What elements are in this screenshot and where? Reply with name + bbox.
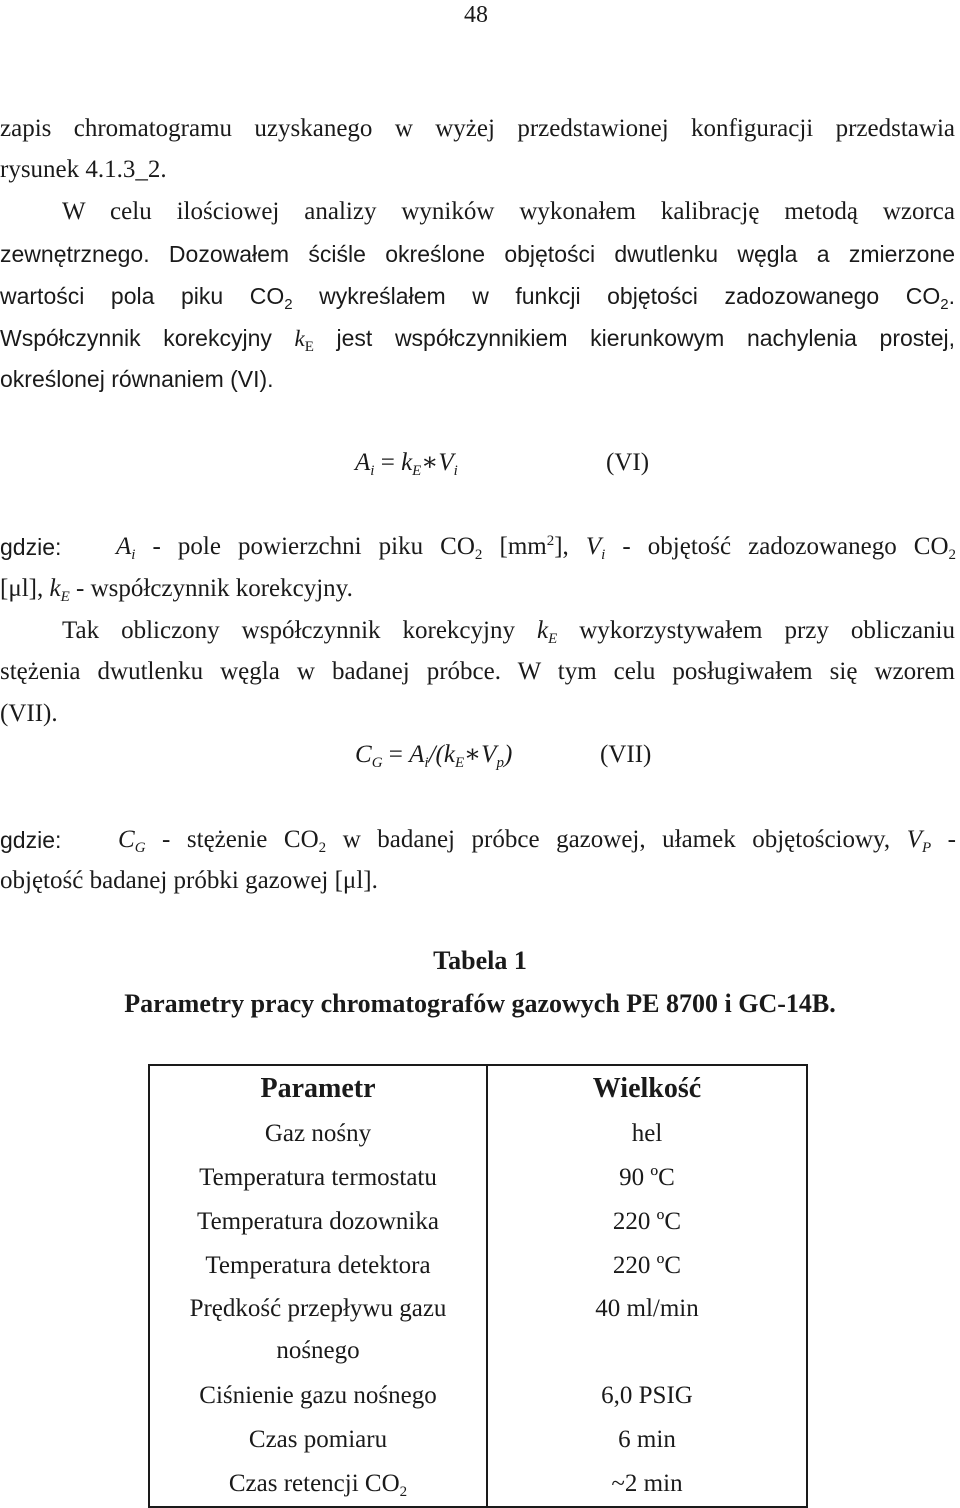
table-row (149, 1288, 807, 1374)
value-cell: 6,0 PSIG (601, 1382, 693, 1409)
param-cell: Czas pomiaru (149, 1418, 487, 1462)
para1-line2: rysunek 4.1.3_2. (0, 156, 167, 183)
equation-vi: $A_i$ = $k_E∗V_i$ (355, 449, 458, 479)
k-symbol: k (294, 326, 305, 351)
param-cell (149, 1288, 487, 1374)
table-header-row (149, 1065, 807, 1112)
equation-vi-label: (VI) (606, 449, 650, 476)
header-parametr: Parametr (149, 1065, 487, 1112)
gdzie1-label: gdzie: (0, 534, 62, 560)
param-cell: Gaz nośny (149, 1112, 487, 1156)
gdzie2-line1: $C_G$ - stężenie $CO_2$ w badanej próbce gazowej, ułamek objętościowy, $V_P$ - (118, 826, 957, 856)
table-number: Tabela 1 (433, 946, 527, 975)
value-cell: 90 ºC (619, 1164, 675, 1191)
table-row (149, 1374, 807, 1418)
param-cell: Ciśnienie gazu nośnego (149, 1374, 487, 1418)
para2-line3: wartości pola piku $CO_2$ wykreślałem w funkcji objętości zadozowanego $CO_2$. (0, 283, 955, 313)
para2-line1: W celu ilościowej analizy wyników wykonałem kalibrację metodą wzorca (62, 198, 955, 225)
page-number: 48 (464, 2, 488, 28)
param-cell-line2: nośnego (276, 1337, 360, 1364)
para1-line1: zapis chromatogramu uzyskanego w wyżej przedstawionej konfiguracji przedstawia (0, 115, 955, 142)
para3-line1: Tak obliczony współczynnik korekcyjny $k_E$ wykorzystywałem przy obliczaniu (62, 617, 955, 647)
gdzie1-line1: $A_i$ - pole powierzchni piku $CO_2$ $[mm^2]$, $V_i$ - objętość zadozowanego $CO_2$ (116, 533, 957, 563)
param-cell-line1: Prędkość przepływu gazu (189, 1295, 447, 1322)
table-row (149, 1418, 807, 1462)
value-cell: 40 ml/min (595, 1295, 699, 1322)
table-row (149, 1112, 807, 1156)
value-cell: hel (631, 1120, 663, 1147)
value-cell: 6 min (618, 1426, 676, 1453)
para2-line5: określonej równaniem (VI). (0, 366, 274, 392)
gdzie1-line2: [μl], $k_E$ - współczynnik korekcyjny. (0, 575, 353, 605)
para3-line2: stężenia dwutlenku węgla w badanej próbce. W tym celu posługiwałem się wzorem (0, 658, 955, 685)
value-cell: ~2 min (611, 1470, 683, 1497)
param-cell: Temperatura termostatu (149, 1156, 487, 1200)
param-cell: Czas retencji $CO_2$ (149, 1462, 487, 1507)
table-row (149, 1462, 807, 1507)
para2-line4: Współczynnik korekcyjny $k_E$ jest współczynnikiem kierunkowym nachylenia prostej, (0, 325, 955, 355)
table-row (149, 1244, 807, 1288)
header-wielkosc: Wielkość (592, 1073, 702, 1104)
table-title: Parametry pracy chromatografów gazowych PE 8700 i GC-14B. (124, 989, 836, 1018)
value-cell: 220 ºC (612, 1208, 682, 1235)
table-row (149, 1200, 807, 1244)
param-cell: Temperatura detektora (149, 1244, 487, 1288)
para3-line3: (VII). (0, 700, 58, 727)
param-cell: Temperatura dozownika (149, 1200, 487, 1244)
table-row (149, 1156, 807, 1200)
para2-line2: zewnętrznego. Dozowałem ściśle określone objętości dwutlenku węgla a zmierzone (0, 241, 955, 267)
gdzie2-label: gdzie: (0, 827, 62, 853)
equation-vii: $C_G$ = $A_i/(k_E∗V_p)$ (355, 741, 513, 771)
parameters-table (148, 1064, 808, 1508)
gdzie2-line2: objętość badanej próbki gazowej [μl]. (0, 867, 378, 894)
equation-vii-label: (VII) (600, 741, 652, 768)
value-cell: 220 ºC (612, 1252, 682, 1279)
